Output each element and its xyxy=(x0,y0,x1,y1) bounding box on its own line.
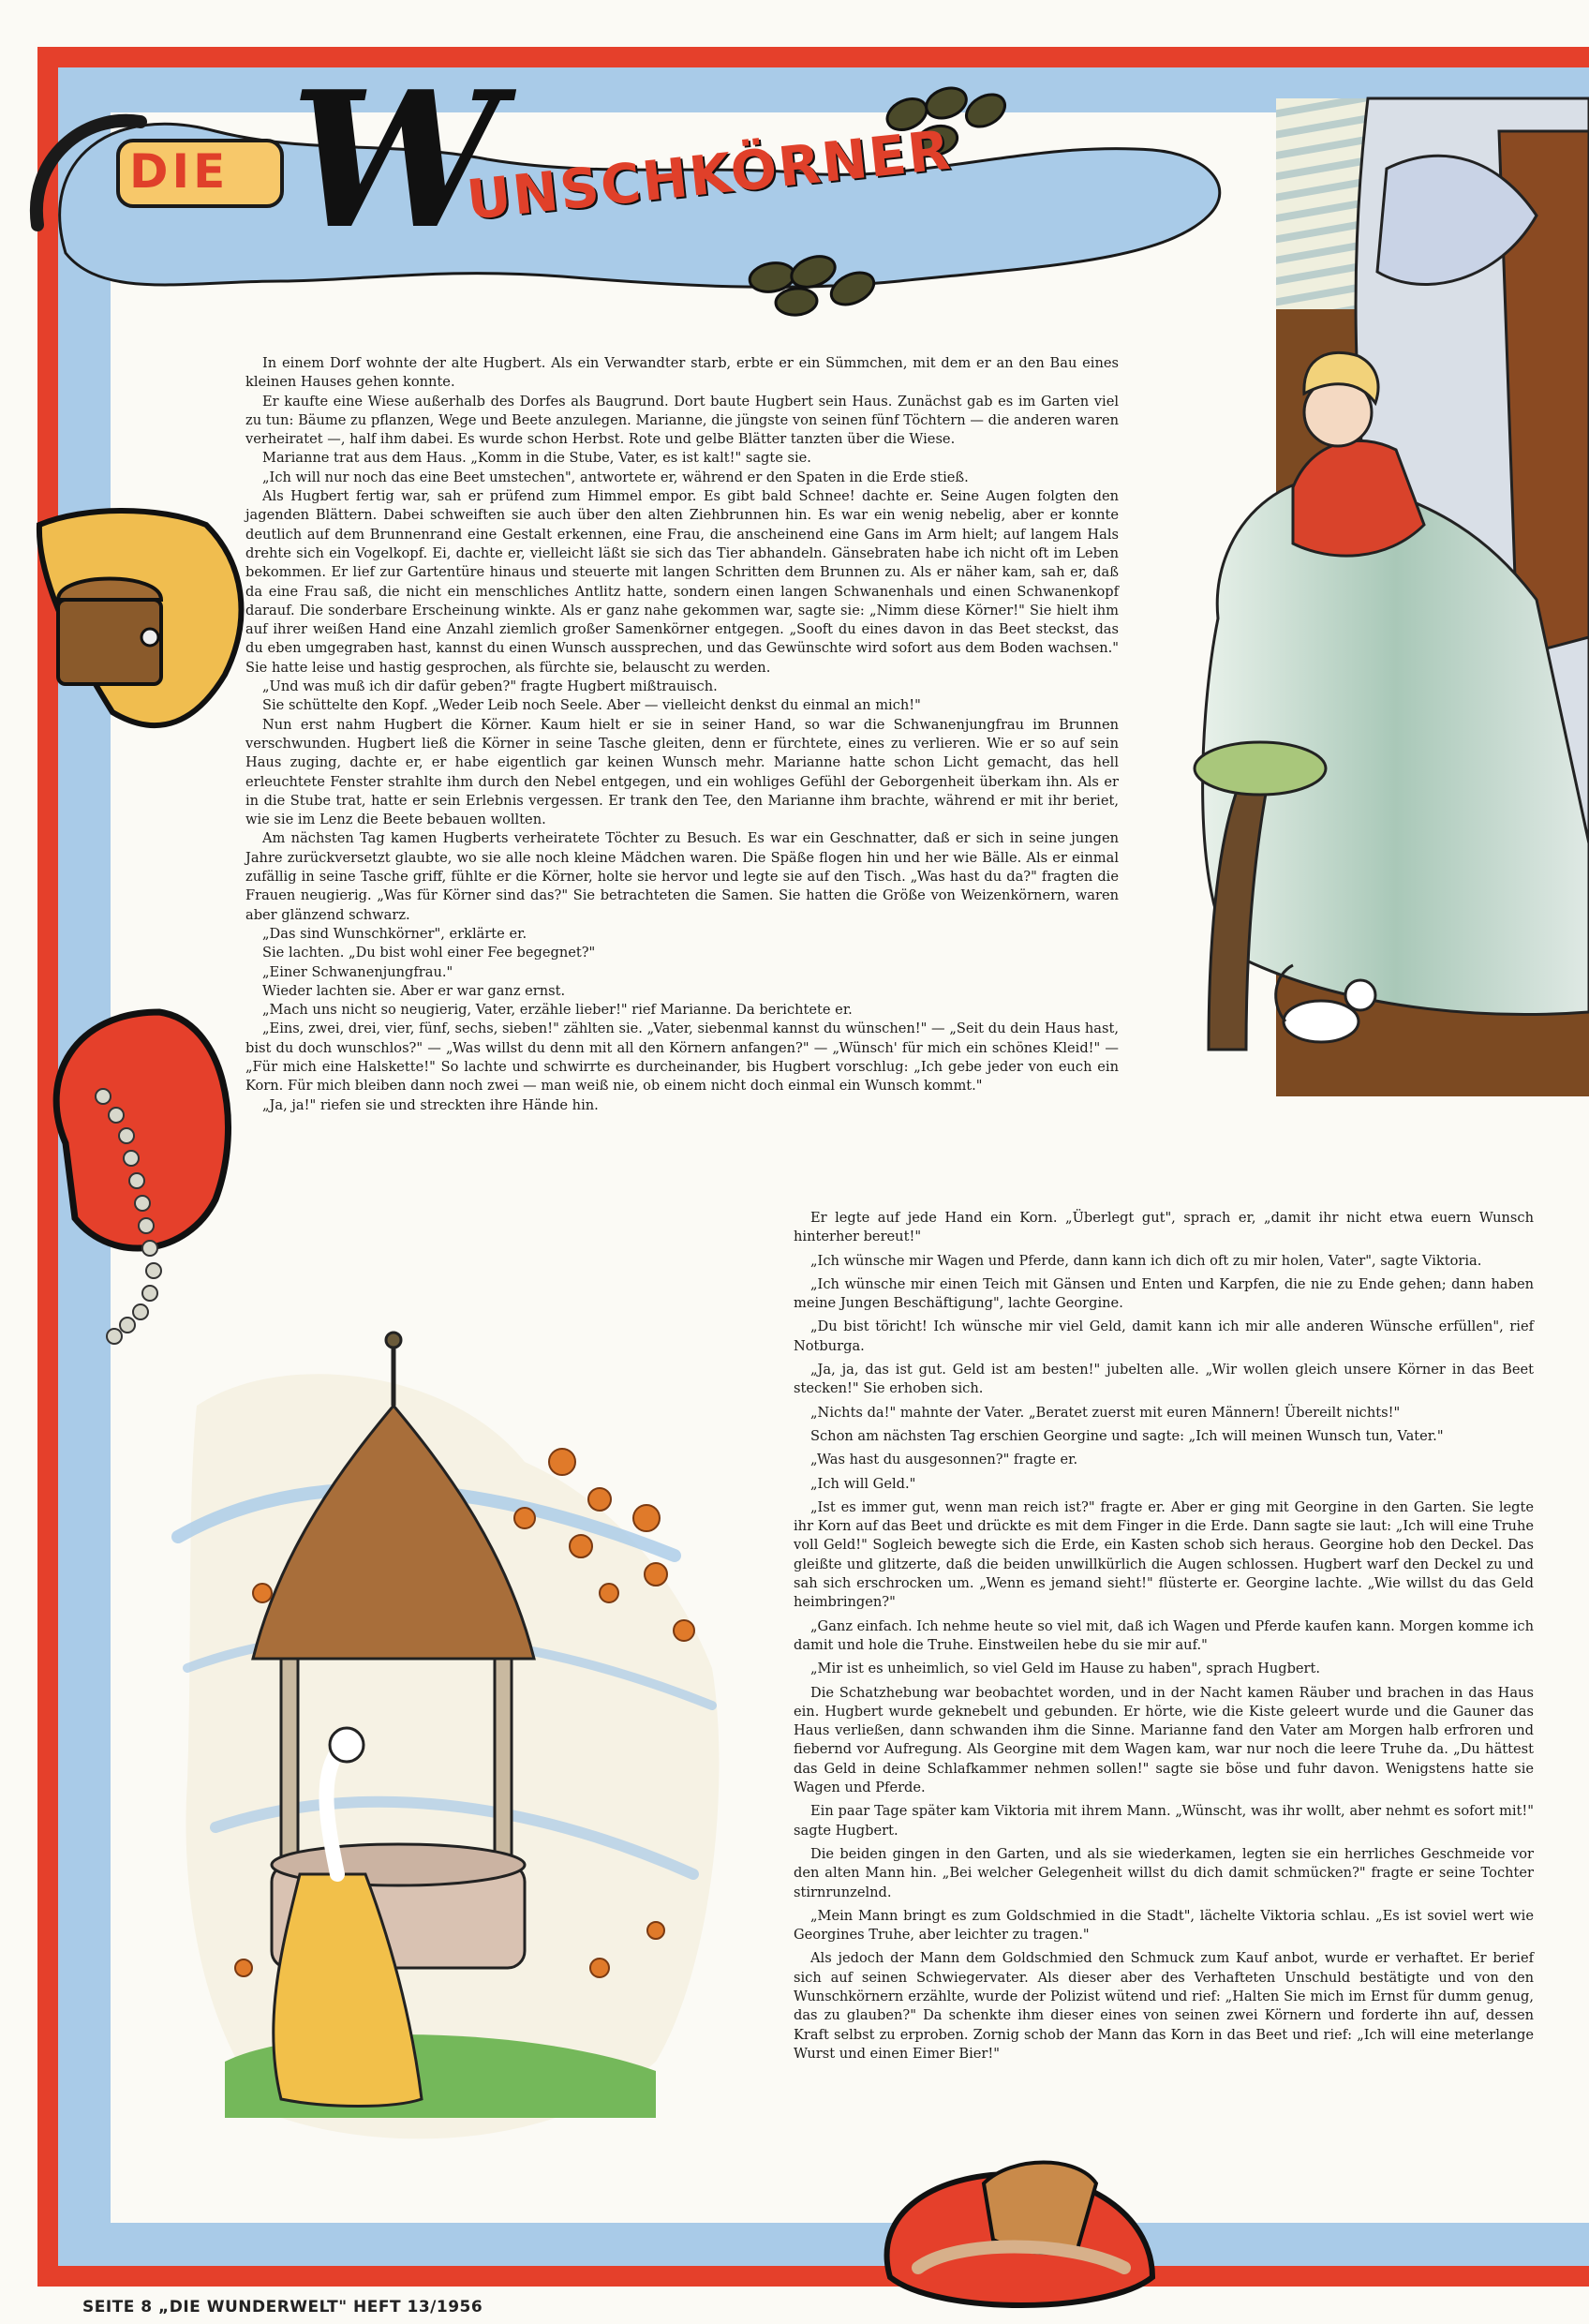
story-paragraph: Marianne trat aus dem Haus. „Komm in die Stube, Vater, es ist kalt!" sagte sie. xyxy=(262,450,811,467)
sausage-barrel-icon xyxy=(887,2163,1152,2306)
story-paragraph: „Das sind Wunschkörner", erklärte er. xyxy=(262,925,527,942)
story-paragraph: „Ich will Geld." xyxy=(810,1475,916,1492)
story-paragraph: Als Hugbert fertig war, sah er prüfend zum Himmel empor. Es gibt bald Schnee! dachte er. Seine Augen folgten den jagenden Blättern. Dabei schweiften sie auch über den alten Ziehbrunnen hin. Es war ein wenig nebelig, aber er konnte deutlich auf dem Brunnenrand eine Gestalt erkennen, eine Frau, die anscheinend eine Gans im Arm hielt; auf langem Hals drehte sich ein Vogelkopf. Ei, dachte er, vielleicht läßt sie sich das Tier abhandeln. Gänsebraten habe ich nicht oft im Leben bekommen. Er lief zur Gartentüre hinaus und steuerte mit langen Schritten dem Brunnen zu. Als er näher kam, sah er, daß da eine Frau saß, die nicht ein menschliches Antlitz hatte, sondern einen langen Schwanenhals und einen Schwanenkopf darauf. Die sonderbare Erscheinung winkte. Als er ganz nahe gekommen war, sagte sie: „Nimm diese Körner!" Sie hielt ihm auf ihrer weißen Hand eine Anzahl ziemlich großer Samenkörner entgegen. „Sooft du eines davon in das Beet steckst, das du eben umgegraben hast, kannst du einen Wunsch aussprechen, und das Gewünschte wird sofort aus dem Boden wachsen." Sie hatte leise und hastig gesprochen, als fürchte sie, belauscht zu werden. xyxy=(245,488,1119,676)
story-column-left xyxy=(245,354,1119,1115)
story-paragraph: „Ja, ja, das ist gut. Geld ist am besten!" jubelten alle. „Wir wollen gleich unsere Körner in das Beet stecken!" Sie erhoben sich. xyxy=(794,1362,1534,1397)
story-paragraph: Schon am nächsten Tag erschien Georgine und sagte: „Ich will meinen Wunsch tun, Vater." xyxy=(810,1427,1444,1444)
story-paragraph: „Du bist töricht! Ich wünsche mir viel Geld, damit kann ich mir alle anderen Wünsche erfüllen", rief Notburga. xyxy=(794,1318,1534,1354)
story-paragraph: „Ich wünsche mir Wagen und Pferde, dann kann ich dich oft zu mir holen, Vater", sagte Viktoria. xyxy=(810,1252,1482,1269)
story-paragraph: Am nächsten Tag kamen Hugberts verheiratete Töchter zu Besuch. Es war ein Geschnatter, daß er sich in seine jungen Jahre zurückversetzt glaubte, wo sie alle noch kleine Mädchen waren. Die Späße flogen hin und her wie Bälle. Als er einmal zufällig in seine Tasche griff, fühlte er die Körner, holte sie hervor und legte sie auf den Tisch. „Was hast du da?" fragten die Frauen neugierig. „Was für Körner sind das?" Sie betrachteten die Samen. Sie hatten die Größe von Weizenkörnern, waren aber glänzend schwarz. xyxy=(245,830,1119,923)
story-paragraph: Nun erst nahm Hugbert die Körner. Kaum hielt er sie in seiner Hand, so war die Schwanenjungfrau im Brunnen verschwunden. Hugbert ließ die Körner in seine Tasche gleiten, denn er fürchtete, eines zu verlieren. Wie er so auf sein Haus zuging, dachte er, er habe eigentlich gar keinen Wunsch mehr. Marianne hatte schon Licht gemacht, das hell erleuchtete Fenster strahlte ihm durch den Nebel entgegen, und ein wohliges Gefühl der Geborgenheit überkam ihn. Als er in die Stube trat, hatte er sein Erlebnis vergessen. Er trank den Tee, den Marianne ihm brachte, während er mit ihr beriet, wie sie im Lenz die Beete bebauen wollten. xyxy=(245,716,1119,828)
story-paragraph: In einem Dorf wohnte der alte Hugbert. Als ein Verwandter starb, erbte er ein Sümmchen, mit dem er an den Bau eines kleinen Hauses gehen konnte. xyxy=(245,355,1119,391)
treasure-chest-icon xyxy=(39,511,242,725)
story-paragraph: „Was hast du ausgesonnen?" fragte er. xyxy=(810,1452,1078,1468)
story-paragraph: „Ich will nur noch das eine Beet umstechen", antwortete er, während er den Spaten in die Erde stieß. xyxy=(262,469,969,485)
page-footer: SEITE 8 „DIE WUNDERWELT" HEFT 13/1956 xyxy=(82,2298,483,2317)
story-paragraph: „Mach uns nicht so neugierig, Vater, erzähle lieber!" rief Marianne. Da berichtete er. xyxy=(262,1002,853,1019)
story-paragraph: „Mir ist es unheimlich, so viel Geld im Hause zu haben", sprach Hugbert. xyxy=(810,1661,1321,1677)
story-paragraph: „Ist es immer gut, wenn man reich ist?" fragte er. Aber er ging mit Georgine in den Garten. Sie legte ihr Korn auf das Beet und drückte es mit dem Finger in die Erde. Dann sagte sie laut: „Ich will eine Truhe voll Geld!" Sogleich bewegte sich die Erde, ein Kasten schob sich heraus. Georgine hob den Deckel. Das gleißte und glitzerte, daß die beiden unwillkürlich die Augen schlossen. Hugbert warf den Deckel zu und sah sich erschrocken um. „Wenn es jemand sieht!" flüsterte er. Georgine lachte. „Wie willst du das Geld heimbringen?" xyxy=(794,1498,1534,1611)
pearl-necklace-icon xyxy=(56,1012,228,1344)
story-paragraph: „Und was muß ich dir dafür geben?" fragte Hugbert mißtrauisch. xyxy=(262,678,718,695)
story-column-right xyxy=(794,1209,1534,2068)
story-paragraph: Die beiden gingen in den Garten, und als sie wiederkamen, legten sie ein herrliches Geschmeide vor den alten Mann hin. „Bei welcher Gelegenheit willst du dich damit schmücken?" fragte er seine Tochter stirnrunzelnd. xyxy=(794,1845,1534,1900)
story-paragraph: „Einer Schwanenjungfrau." xyxy=(262,963,453,980)
title xyxy=(0,0,1589,356)
story-paragraph: Sie lachten. „Du bist wohl einer Fee begegnet?" xyxy=(262,945,596,961)
story-paragraph: Die Schatzhebung war beobachtet worden, und in der Nacht kamen Räuber und brachen in das Haus ein. Hugbert wurde geknebelt und gebunden. Er hörte, wie die Kiste geleert wurde und die Gauner das Haus verließen, dann schwanden ihm die Sinne. Marianne fand den Vater am Morgen halb erfroren und fiebernd vor Aufregung. Als Georgine mit dem Wagen kam, war nur noch die leere Truhe da. „Du hättest das Geld in deine Schlafkammer nehmen sollen!" sagte sie böse und fuhr davon. Wenigstens hatte sie Wagen und Pferde. xyxy=(794,1684,1534,1796)
story-paragraph: Als jedoch der Mann dem Goldschmied den Schmuck zum Kauf anbot, wurde er verhaftet. Er berief sich auf seinen Schwiegervater. Als dieser aber des Verhafteten Unschuld bestätigte und von den Wunschkörnern erzählte, wurde der Polizist wütend und rief: „Halten Sie mich im Ernst für dumm genug, das zu glauben?" Da schenkte ihm dieser eines von seinen zwei Körnern und forderte ihn auf, dessen Kraft selbst zu erproben. Zornig schob der Mann das Korn in das Beet und rief: „Ich will eine meterlange Wurst und einen Eimer Bier!" xyxy=(794,1950,1534,2062)
story-paragraph: Ein paar Tage später kam Viktoria mit ihrem Mann. „Wünscht, was ihr wollt, aber nehmt es sofort mit!" sagte Hugbert. xyxy=(794,1803,1534,1839)
story-paragraph: Er kaufte eine Wiese außerhalb des Dorfes als Baugrund. Dort baute Hugbert sein Haus. Zunächst gab es im Garten viel zu tun: Bäume zu pflanzen, Wege und Beete anzulegen. Marianne, die jüngste von seinen fünf Töchtern — die anderen waren verheiratet —, half ihm dabei. Es wurde schon Herbst. Rote und gelbe Blätter tanzten über die Wiese. xyxy=(245,393,1119,448)
story-paragraph: „Ja, ja!" riefen sie und streckten ihre Hände hin. xyxy=(262,1096,599,1113)
story-paragraph: „Mein Mann bringt es zum Goldschmied in die Stadt", lächelte Viktoria schlau. „Es ist soviel wert wie Georgines Truhe, aber leichter zu tragen." xyxy=(794,1907,1534,1944)
title-initial-w: W xyxy=(290,51,501,271)
story-paragraph: „Nichts da!" mahnte der Vater. „Beratet zuerst mit euren Männern! Übereilt nichts!" xyxy=(810,1404,1401,1421)
story-paragraph: „Eins, zwei, drei, vier, fünf, sechs, sieben!" zählten sie. „Vater, siebenmal kannst du wünschen!" — „Seit du dein Haus hast, bist du doch wunschlos?" — „Was willst du denn mit all den Körnern anfangen?" — „Wünsch' für mich ein schönes Kleid!" — „Für mich eine Halskette!" So lachte und schwirrte es durcheinander, bis Hugbert vorschlug: „Ich gebe jeder von euch ein Korn. Für mich bleiben dann noch zwei — man weiß nie, ob einem nicht doch einmal ein Wunsch kommt." xyxy=(245,1020,1119,1095)
illustration-well xyxy=(178,1333,720,2138)
title-word-rest: UNSCHKÖRNER xyxy=(464,117,955,232)
story-paragraph: „Ich wünsche mir einen Teich mit Gänsen und Enten und Karpfen, die nie zu Ende gehen; dann haben meine Jungen Beschäftigung", lachte Georgine. xyxy=(794,1275,1534,1312)
story-paragraph: „Ganz einfach. Ich nehme heute so viel mit, daß ich Wagen und Pferde kaufen kann. Morgen komme ich damit und hole die Truhe. Einstweilen hebe du sie mir auf." xyxy=(794,1617,1534,1653)
story-paragraph: Wieder lachten sie. Aber er war ganz ernst. xyxy=(262,982,566,999)
title-word-die: DIE xyxy=(129,144,230,199)
story-paragraph: Sie schüttelte den Kopf. „Weder Leib noch Seele. Aber — vielleicht denkst du einmal an mich!" xyxy=(262,697,921,714)
story-paragraph: Er legte auf jede Hand ein Korn. „Überlegt gut", sprach er, „damit ihr nicht etwa euern Wunsch hinterher bereut!" xyxy=(794,1210,1534,1245)
